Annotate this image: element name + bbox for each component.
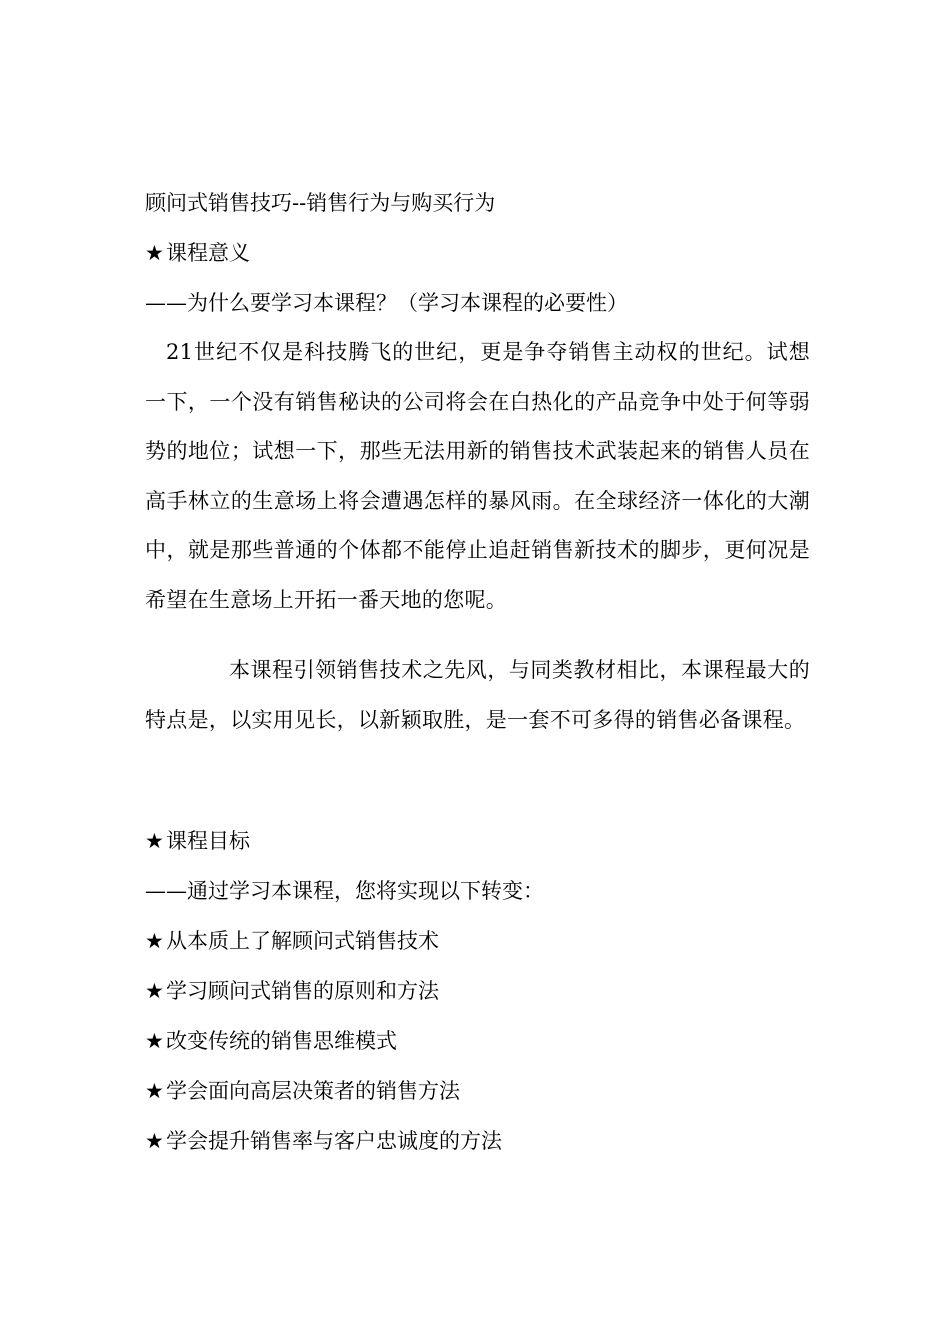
section-heading-text: 课程目标 — [166, 829, 250, 853]
list-item-text: 学习顾问式销售的原则和方法 — [166, 979, 439, 1003]
section-subheading-transform: ——通过学习本课程，您将实现以下转变： — [145, 879, 544, 903]
list-item-text: 学会面向高层决策者的销售方法 — [166, 1079, 460, 1103]
document-title: 顾问式销售技巧--销售行为与购买行为 — [145, 191, 496, 215]
list-item-text: 从本质上了解顾问式销售技术 — [166, 929, 439, 953]
paragraph-features: 本课程引领销售技术之先风，与同类教材相比，本课程最大的特点是，以实用见长，以新颖取胜，是一套不可多得的销售必备课程。 — [145, 658, 810, 732]
star-icon: ★ — [145, 1129, 164, 1153]
list-item — [145, 916, 810, 966]
star-icon: ★ — [145, 929, 164, 953]
list-item-text: 改变传统的销售思维模式 — [166, 1029, 397, 1053]
paragraph-intro: 21世纪不仅是科技腾飞的世纪，更是争夺销售主动权的世纪。试想一下，一个没有销售秘诀的公司将会在白热化的产品竞争中处于何等弱势的地位；试想一下，那些无法用新的销售技术武装起来的销售人员在高手林立的生意场上将会遭遇怎样的暴风雨。在全球经济一体化的大潮中，就是那些普通的个体都不能停止追赶销售新技术的脚步，更何况是希望在生意场上开拓一番天地的您呢。 — [145, 340, 810, 612]
star-icon: ★ — [145, 979, 164, 1003]
document-page — [145, 178, 810, 1166]
section-heading-text: 课程意义 — [166, 241, 250, 265]
star-icon: ★ — [145, 1079, 164, 1103]
list-item — [145, 1016, 810, 1066]
star-icon: ★ — [145, 241, 164, 265]
list-item-text: 学会提升销售率与客户忠诚度的方法 — [166, 1129, 502, 1153]
list-item — [145, 1116, 810, 1166]
star-icon: ★ — [145, 829, 164, 853]
section-subheading-why: ——为什么要学习本课程？（学习本课程的必要性） — [145, 291, 628, 315]
section-heading-significance — [145, 228, 810, 278]
section-heading-goals — [145, 816, 810, 866]
list-item — [145, 966, 810, 1016]
list-item — [145, 1066, 810, 1116]
blank-line — [145, 766, 810, 816]
star-icon: ★ — [145, 1029, 164, 1053]
